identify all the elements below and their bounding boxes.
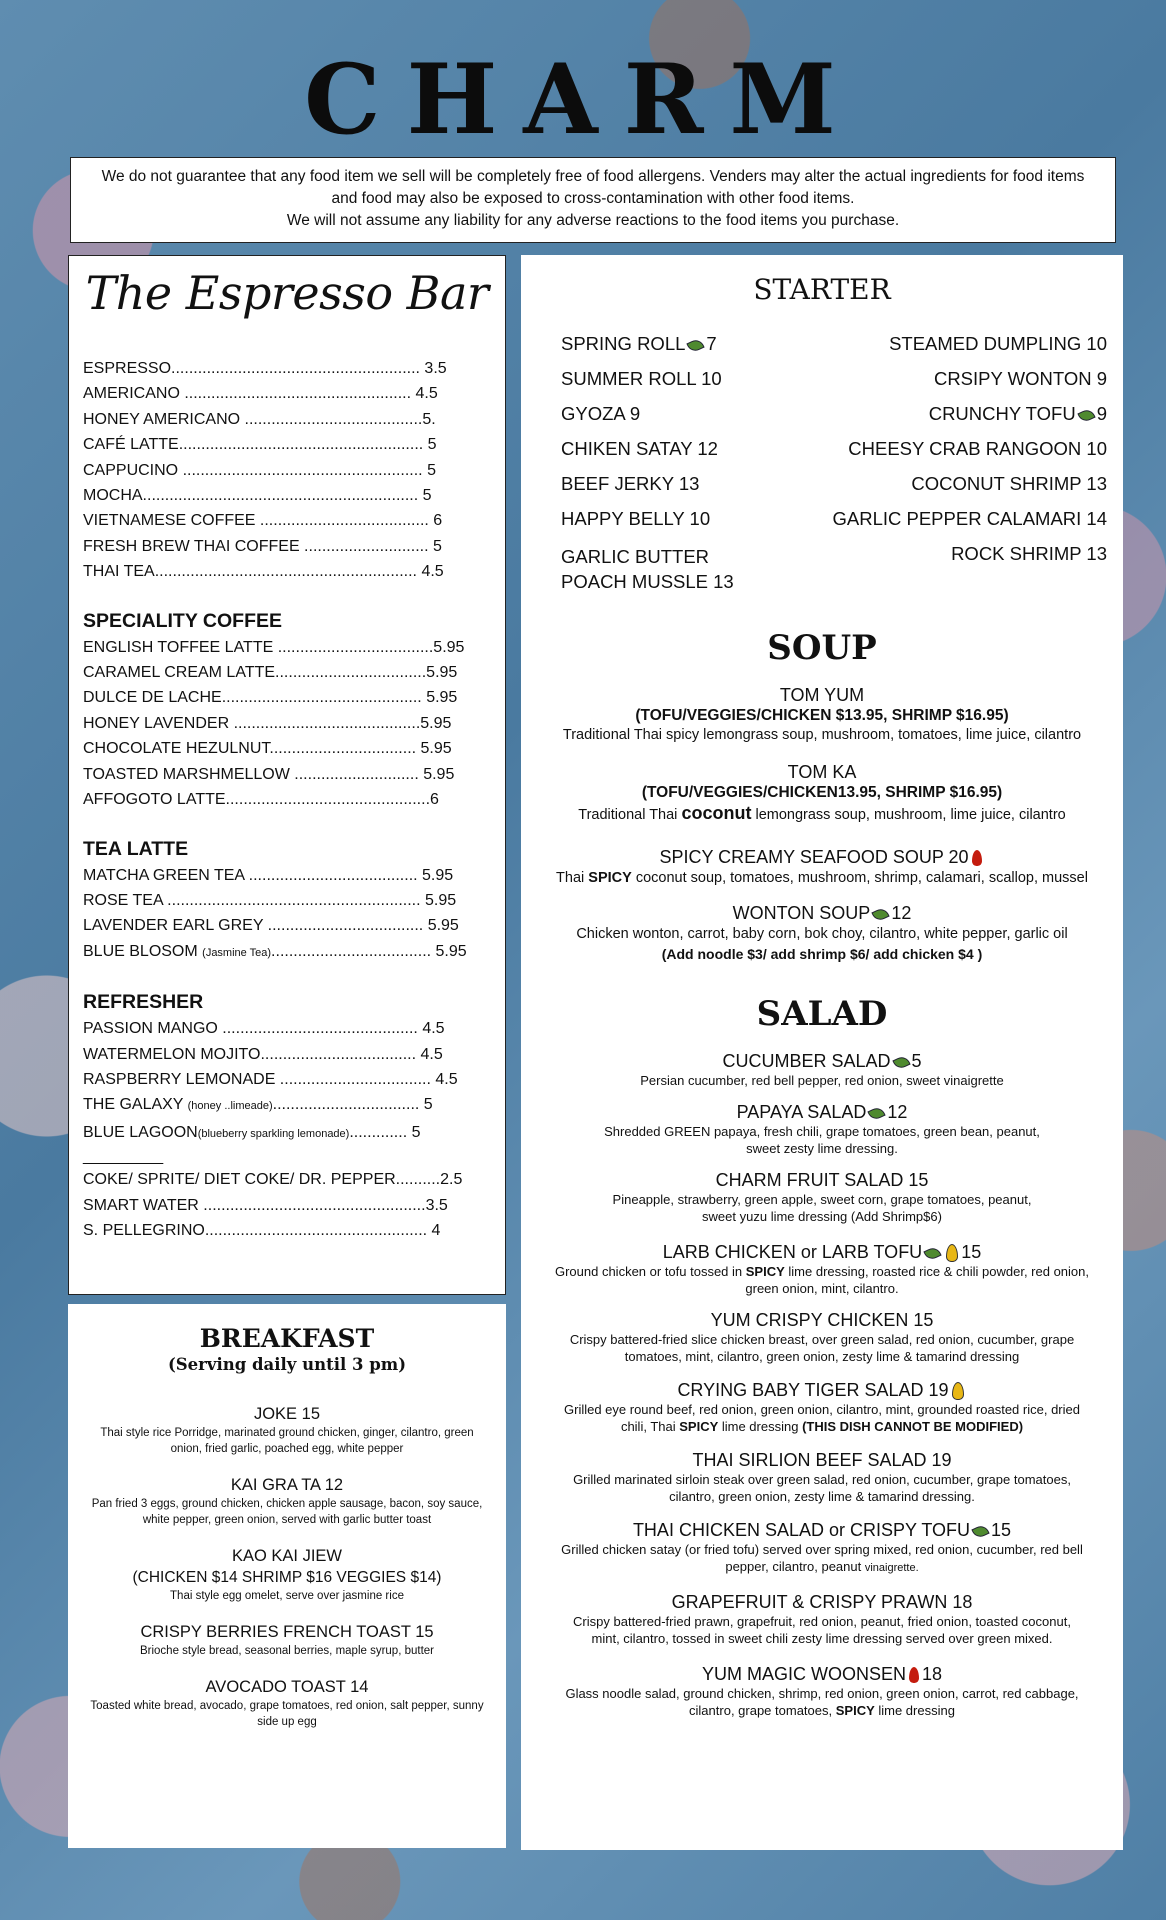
item-name: THE GALAXY <box>83 1096 188 1114</box>
dish-name: WONTON SOUP <box>732 903 871 923</box>
dish-name: GRAPEFRUIT & CRISPY PRAWN 18 <box>671 1592 973 1612</box>
coffee-list <box>69 356 505 1243</box>
dish-description: Crispy battered-fried prawn, grapefruit, red onion, peanut, fried onion, toasted coconut, <box>573 1614 1071 1629</box>
dish-description: Persian cucumber, red bell pepper, red onion, sweet vinaigrette <box>640 1073 1004 1088</box>
desc-part: Traditional Thai <box>578 807 682 823</box>
soup-item <box>521 761 1123 826</box>
starter-item: SUMMER ROLL 10 <box>561 368 722 389</box>
menu-item: DULCE DE LACHE............................................. 5.95 <box>83 689 458 707</box>
dish-description <box>521 1702 1123 1719</box>
breakfast-list <box>68 1404 506 1730</box>
starter-item: BEEF JERKY 13 <box>561 473 700 494</box>
dish-description: Grilled eye round beef, red onion, green onion, cilantro, mint, grounded roasted rice, dried <box>564 1402 1080 1417</box>
yellow-flame-icon <box>946 1244 958 1262</box>
breakfast-item <box>68 1622 506 1659</box>
leaf-icon <box>924 1245 942 1261</box>
desc-part: Ground chicken or tofu tossed in <box>554 1264 746 1279</box>
dish-addons: (Add noodle $3/ add shrimp $6/ add chicken $4 ) <box>661 946 983 962</box>
dish-description: Thai style egg omelet, serve over jasmine rice <box>170 1590 404 1602</box>
dish-description: Pan fried 3 eggs, ground chicken, chicken apple sausage, bacon, soy sauce, white pepper, green onion, served with garlic butter toast <box>91 1498 483 1526</box>
leaf-icon <box>971 1523 989 1539</box>
desc-part: Thai <box>556 870 589 886</box>
item-name: BLUE BLOSOM <box>83 942 203 960</box>
dish-description: Toasted white bread, avocado, grape tomatoes, red onion, salt pepper, sunny side up egg <box>90 1700 484 1728</box>
dish-name: YUM CRISPY CHICKEN 15 <box>710 1310 934 1330</box>
salad-item <box>521 1591 1123 1647</box>
dish-name: THAI CHICKEN SALAD or CRISPY TOFU <box>632 1520 971 1540</box>
starter-item: CRSIPY WONTON 9 <box>933 368 1107 389</box>
dish-name-row <box>521 846 1123 868</box>
dish-description: tomatoes, mint, cilantro, green onion, zesty lime & tamarind dressing <box>624 1349 1020 1364</box>
menu-item: FRESH BREW THAI COFFEE ............................ 5 <box>83 537 442 555</box>
starter-grid <box>521 326 1123 594</box>
leaf-icon <box>687 337 705 353</box>
dish-name: CRUNCHY TOFU <box>928 403 1076 424</box>
menu-item: HONEY AMERICANO ........................................5. <box>83 410 436 428</box>
starter-item: STEAMED DUMPLING 10 <box>889 333 1107 354</box>
starter-item: CHEESY CRAB RANGOON 10 <box>848 438 1107 459</box>
dish-price: 18 <box>921 1664 943 1684</box>
dish-price: 12 <box>887 1102 908 1122</box>
dish-name: THAI SIRLION BEEF SALAD 19 <box>692 1450 952 1470</box>
salad-item <box>521 1379 1123 1435</box>
dish-name: KAI GRA TA 12 <box>230 1476 344 1494</box>
soup-heading: SOUP <box>767 628 877 668</box>
dish-name: KAO KAI JIEW <box>231 1547 343 1565</box>
menu-item: S. PELLEGRINO.................................................. 4 <box>83 1221 441 1239</box>
starter-item: CHIKEN SATAY 12 <box>561 438 718 459</box>
dish-description <box>521 1558 1123 1577</box>
dish-description: Shredded GREEN papaya, fresh chili, grape tomatoes, green bean, peanut, <box>604 1124 1040 1139</box>
dish-name: TOM KA <box>787 762 857 782</box>
desc-part: lime dressing <box>874 1703 955 1718</box>
dish-name-row <box>521 1663 1123 1685</box>
dish-name: PAPAYA SALAD <box>736 1102 867 1122</box>
tea-latte-heading: TEA LATTE <box>83 837 189 860</box>
desc-emphasis: SPICY <box>588 870 632 886</box>
restaurant-title: CHARM <box>304 43 862 156</box>
salad-item <box>521 1309 1123 1365</box>
dish-name: AVOCADO TOAST 14 <box>205 1678 369 1696</box>
dish-name-line: GARLIC BUTTER <box>561 546 710 567</box>
menu-item: WATERMELON MOJITO................................... 4.5 <box>83 1045 443 1063</box>
menu-item: CHOCOLATE HEZULNUT................................. 5.95 <box>83 740 452 758</box>
dish-name: CHARM FRUIT SALAD 15 <box>715 1170 929 1190</box>
menu-item: ESPRESSO........................................................ 3.5 <box>83 360 447 377</box>
soup-item <box>521 902 1123 964</box>
starter-item <box>561 544 734 594</box>
menu-item: VIETNAMESE COFFEE ...................................... 6 <box>83 512 443 530</box>
dish-description: green onion, mint, cilantro. <box>745 1281 899 1296</box>
dish-description: mint, cilantro, tossed in sweet chili zesty lime dressing served over green mixed. <box>591 1631 1053 1646</box>
starter-heading: STARTER <box>753 273 891 306</box>
leaf-icon <box>872 906 890 922</box>
desc-emphasis: coconut <box>681 803 752 823</box>
item-price: ............. 5 <box>349 1123 421 1141</box>
dish-name: CUCUMBER SALAD <box>722 1051 891 1071</box>
starter-item: GYOZA 9 <box>561 403 641 424</box>
dish-name: CRYING BABY TIGER SALAD 19 <box>677 1380 949 1400</box>
dish-name: TOM YUM <box>779 685 865 705</box>
allergen-disclaimer <box>70 157 1116 243</box>
dish-name: JOKE 15 <box>253 1405 321 1423</box>
desc-part: lime dressing, roasted rice & chili powder, red onion, <box>784 1264 1089 1279</box>
espresso-bar-panel <box>68 255 506 1295</box>
dish-description <box>521 802 1123 826</box>
dish-price: 15 <box>991 1520 1012 1540</box>
dish-description <box>521 1263 1123 1280</box>
starter-item: GARLIC PEPPER CALAMARI 14 <box>832 508 1107 529</box>
breakfast-item <box>68 1677 506 1730</box>
dish-name: CRISPY BERRIES FRENCH TOAST 15 <box>140 1623 434 1641</box>
menu-item: ROSE TEA ......................................................... 5.95 <box>83 891 457 909</box>
desc-emphasis: SPICY <box>679 1419 719 1434</box>
menu-item: MATCHA GREEN TEA ...................................... 5.95 <box>83 866 454 884</box>
menu-item: MOCHA.............................................................. 5 <box>83 487 432 505</box>
salad-item <box>521 1241 1123 1297</box>
dish-description: sweet yuzu lime dressing (Add Shrimp$6) <box>702 1209 942 1224</box>
menu-item: LAVENDER EARL GREY ................................... 5.95 <box>83 917 459 935</box>
dish-prices: (TOFU/VEGGIES/CHICKEN $13.95, SHRIMP $16.95) <box>635 707 1009 724</box>
starter-left-column <box>561 326 734 594</box>
dish-name-row <box>521 1379 1123 1401</box>
dish-description: Traditional Thai spicy lemongrass soup, mushroom, tomatoes, lime juice, cilantro <box>562 727 1082 743</box>
dish-name-row <box>521 1101 1123 1123</box>
breakfast-item <box>68 1475 506 1528</box>
salad-item <box>521 1449 1123 1505</box>
starter-item: HAPPY BELLY 10 <box>561 508 711 529</box>
dish-prices: (CHICKEN $14 SHRIMP $16 VEGGIES $14) <box>132 1569 442 1586</box>
starter-right-column <box>832 326 1107 594</box>
desc-part: vinaigrette. <box>864 1562 919 1574</box>
dish-description: sweet zesty lime dressing. <box>746 1141 898 1156</box>
salad-heading: SALAD <box>756 994 888 1034</box>
salad-item <box>521 1101 1123 1157</box>
menu-item: HONEY LAVENDER ..........................................5.95 <box>83 714 452 732</box>
dish-name: SPRING ROLL <box>561 333 686 354</box>
dish-description: Chicken wonton, carrot, baby corn, bok choy, cilantro, white pepper, garlic oil <box>576 926 1068 942</box>
leaf-icon <box>868 1105 886 1121</box>
desc-emphasis: (THIS DISH CANNOT BE MODIFIED) <box>802 1419 1024 1434</box>
dish-description <box>521 1418 1123 1435</box>
dish-name-row <box>521 1050 1123 1072</box>
disclaimer-line: We do not guarantee that any food item we sell will be completely free of food allergens. Venders may alter the actual ingredients for food items <box>101 168 1085 185</box>
menu-item: RASPBERRY LEMONADE .................................. 4.5 <box>83 1070 458 1088</box>
soup-item <box>521 684 1123 745</box>
salad-item <box>521 1050 1123 1089</box>
menu-item: ENGLISH TOFFEE LATTE ...................................5.95 <box>83 638 465 656</box>
breakfast-panel <box>68 1304 506 1848</box>
starter-item <box>561 326 734 361</box>
desc-part: lime dressing <box>718 1419 803 1434</box>
divider: _________ <box>83 1148 164 1166</box>
item-price: .................................... 5.95 <box>271 942 467 960</box>
dish-price: 15 <box>961 1242 982 1262</box>
disclaimer-line: We will not assume any liability for any adverse reactions to the food items you purchase. <box>286 212 900 229</box>
dish-description: Glass noodle salad, ground chicken, shrimp, red onion, green onion, carrot, red cabbage, <box>565 1686 1079 1701</box>
desc-part: lemongrass soup, mushroom, lime juice, cilantro <box>751 807 1066 823</box>
salad-item <box>521 1519 1123 1577</box>
menu-item: CARAMEL CREAM LATTE..................................5.95 <box>83 664 458 682</box>
menu-item: SMART WATER ..................................................3.5 <box>83 1196 448 1214</box>
menu-item: AFFOGOTO LATTE..............................................6 <box>83 791 439 809</box>
dish-description: Grilled chicken satay (or fried tofu) served over spring mixed, red onion, cucumber, red bell <box>561 1542 1083 1557</box>
soup-item <box>521 846 1123 888</box>
dish-description: Pineapple, strawberry, green apple, sweet corn, grape tomatoes, peanut, <box>612 1192 1032 1207</box>
salad-item <box>521 1663 1123 1719</box>
item-note: (blueberry sparkling lemonade) <box>197 1127 350 1140</box>
desc-emphasis: SPICY <box>835 1703 875 1718</box>
espresso-bar-title: The Espresso Bar <box>85 266 489 320</box>
main-menu-panel <box>521 255 1123 1850</box>
menu-item: CAFÉ LATTE....................................................... 5 <box>83 436 437 454</box>
leaf-icon <box>1077 407 1095 423</box>
dish-price: 7 <box>706 333 717 354</box>
speciality-heading: SPECIALITY COFFEE <box>83 609 282 632</box>
dish-name: SPICY CREAMY SEAFOOD SOUP 20 <box>659 847 969 867</box>
red-flame-icon <box>972 850 982 866</box>
dish-description: Thai style rice Porridge, marinated ground chicken, ginger, cilantro, green onion, fried garlic, poached egg, white pepper <box>100 1427 474 1455</box>
starter-item <box>832 396 1107 431</box>
menu-item <box>83 1120 493 1147</box>
starter-item: ROCK SHRIMP 13 <box>951 543 1107 564</box>
dish-name-row <box>521 1241 1123 1263</box>
starter-item: COCONUT SHRIMP 13 <box>911 473 1107 494</box>
refresher-heading: REFRESHER <box>83 991 204 1014</box>
dish-name: LARB CHICKEN or LARB TOFU <box>662 1242 923 1262</box>
dish-prices: (TOFU/VEGGIES/CHICKEN13.95, SHRIMP $16.95) <box>641 784 1003 801</box>
dish-description: Grilled marinated sirloin steak over green salad, red onion, cucumber, grape tomatoes, <box>573 1472 1071 1487</box>
dish-description: Crispy battered-fried slice chicken breast, over green salad, red onion, cucumber, grape <box>569 1332 1075 1347</box>
red-flame-icon <box>909 1667 919 1683</box>
menu-item: PASSION MANGO ............................................ 4.5 <box>83 1020 445 1038</box>
item-price: ................................. 5 <box>272 1096 433 1114</box>
dish-description <box>521 868 1123 888</box>
desc-part: chili, Thai <box>620 1419 680 1434</box>
dish-price: 5 <box>911 1051 922 1071</box>
disclaimer-line: and food may also be exposed to cross-contamination with other food items. <box>331 190 855 207</box>
breakfast-item <box>68 1404 506 1457</box>
dish-name-row <box>521 1519 1123 1541</box>
menu-item: TOASTED MARSHMELLOW ............................ 5.95 <box>83 765 455 783</box>
desc-part: coconut soup, tomatoes, mushroom, shrimp, calamari, scallop, mussel <box>631 870 1088 886</box>
yellow-flame-icon <box>952 1382 964 1400</box>
breakfast-item <box>68 1546 506 1604</box>
menu-item: AMERICANO ................................................... 4.5 <box>83 385 438 403</box>
menu-item: COKE/ SPRITE/ DIET COKE/ DR. PEPPER..........2.5 <box>83 1171 463 1189</box>
menu-item <box>83 1092 493 1119</box>
desc-part: cilantro, grape tomatoes, <box>689 1703 836 1718</box>
menu-item: CAPPUCINO ...................................................... 5 <box>83 461 436 479</box>
dish-price: 12 <box>891 903 912 923</box>
item-note: (Jasmine Tea) <box>202 946 272 959</box>
breakfast-title: BREAKFAST <box>199 1324 375 1353</box>
dish-description: Brioche style bread, seasonal berries, maple syrup, butter <box>139 1645 435 1657</box>
menu-item: THAI TEA........................................................... 4.5 <box>83 563 444 581</box>
leaf-icon <box>892 1054 910 1070</box>
dish-price: 9 <box>1096 403 1107 424</box>
item-note: (honey ..limeade) <box>187 1100 273 1113</box>
dish-name-row <box>521 902 1123 924</box>
dish-name-line: POACH MUSSLE 13 <box>561 571 734 592</box>
dish-name: YUM MAGIC WOONSEN <box>701 1664 906 1684</box>
salad-item <box>521 1169 1123 1225</box>
desc-part: pepper, cilantro, peanut <box>725 1559 865 1574</box>
dish-description: cilantro, green onion, zesty lime & tamarind dressing. <box>669 1489 975 1504</box>
breakfast-subtitle: (Serving daily until 3 pm) <box>167 1355 407 1374</box>
desc-emphasis: SPICY <box>745 1264 785 1279</box>
menu-item <box>83 939 493 966</box>
item-name: BLUE LAGOON <box>83 1123 198 1141</box>
